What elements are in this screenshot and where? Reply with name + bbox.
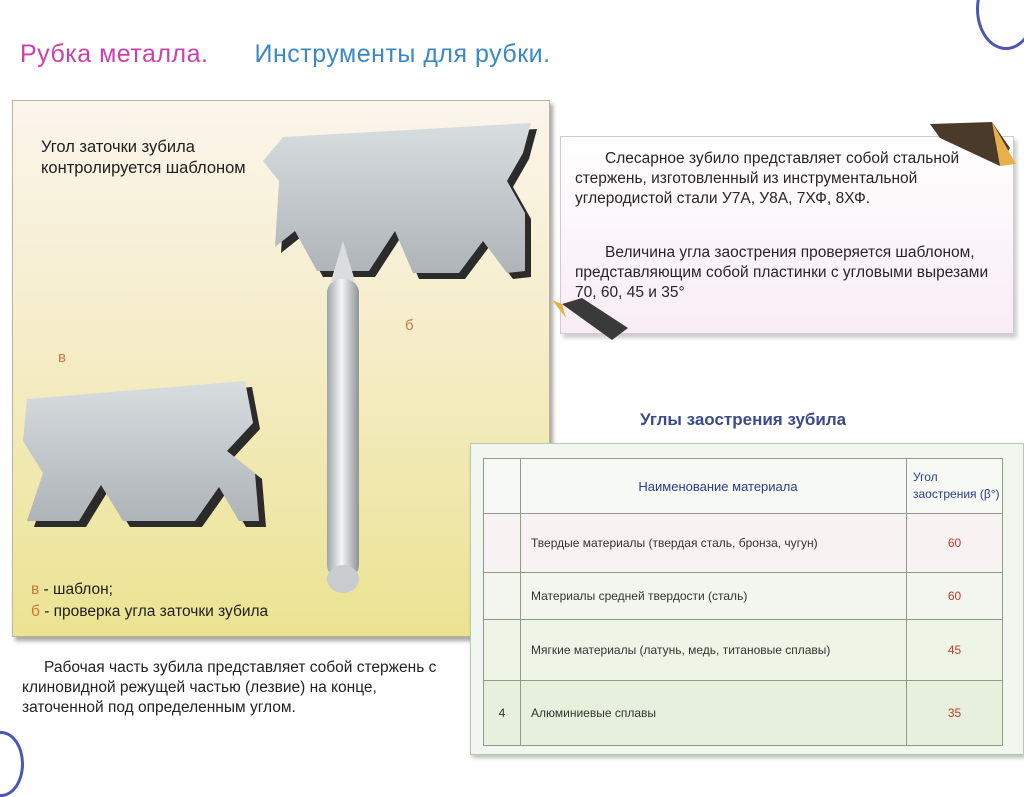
chisel-template-illustration xyxy=(13,101,549,636)
table-row: Мягкие материалы (латунь, медь, титановые сплавы) 45 xyxy=(484,620,1003,681)
header-num xyxy=(484,459,521,514)
table-row: Материалы средней твердости (сталь) 60 xyxy=(484,573,1003,620)
angles-table-panel xyxy=(470,443,1024,755)
legend-item-template: в - шаблон; xyxy=(31,581,113,598)
template-plate-bottom xyxy=(23,381,259,521)
header-angle: Угол заострения (β°) xyxy=(907,459,1003,514)
description-paragraph-1: Слесарное зубило представляет собой стальной стержень, изготовленный из инструментальной углеродистой стали У7А, У8А, 7ХФ, 8ХФ. xyxy=(575,150,960,207)
pencil-icon xyxy=(930,118,1020,174)
working-part-description: Рабочая часть зубила представляет собой стержень с клиновидной режущей частью (лезвие) на конце, заточенной под определенным углом. xyxy=(22,659,437,716)
table-row: Твердые материалы (твердая сталь, бронза, чугун) 60 xyxy=(484,514,1003,573)
description-paragraph-2: Величина угла заострения проверяется шаблоном, представляющим собой пластинки с угловыми вырезами 70, 60, 45 и 35° xyxy=(575,244,989,301)
table-header-row xyxy=(484,459,1003,514)
title-topic: Рубка металла. xyxy=(20,40,209,68)
chisel-rod xyxy=(327,279,359,579)
chisel-end xyxy=(327,565,359,593)
decorative-corner-circle xyxy=(0,731,24,797)
label-b: б xyxy=(405,317,414,334)
slide-title xyxy=(20,40,551,69)
template-plate-top xyxy=(263,123,531,273)
header-material: Наименование материала xyxy=(521,459,907,514)
table-row: 4 Алюминиевые сплавы 35 xyxy=(484,681,1003,746)
pencil-icon-2 xyxy=(552,298,632,342)
table-title: Углы заострения зубила xyxy=(640,410,847,429)
angles-table xyxy=(483,458,1003,746)
label-v: в xyxy=(58,349,66,366)
decorative-circle xyxy=(976,0,1024,50)
figure-caption: Угол заточки зубила контролируется шаблоном xyxy=(41,138,246,177)
title-subtopic: Инструменты для рубки. xyxy=(254,40,551,68)
figure-legend xyxy=(31,579,268,623)
legend-item-check: б - проверка угла заточки зубила xyxy=(31,603,269,620)
